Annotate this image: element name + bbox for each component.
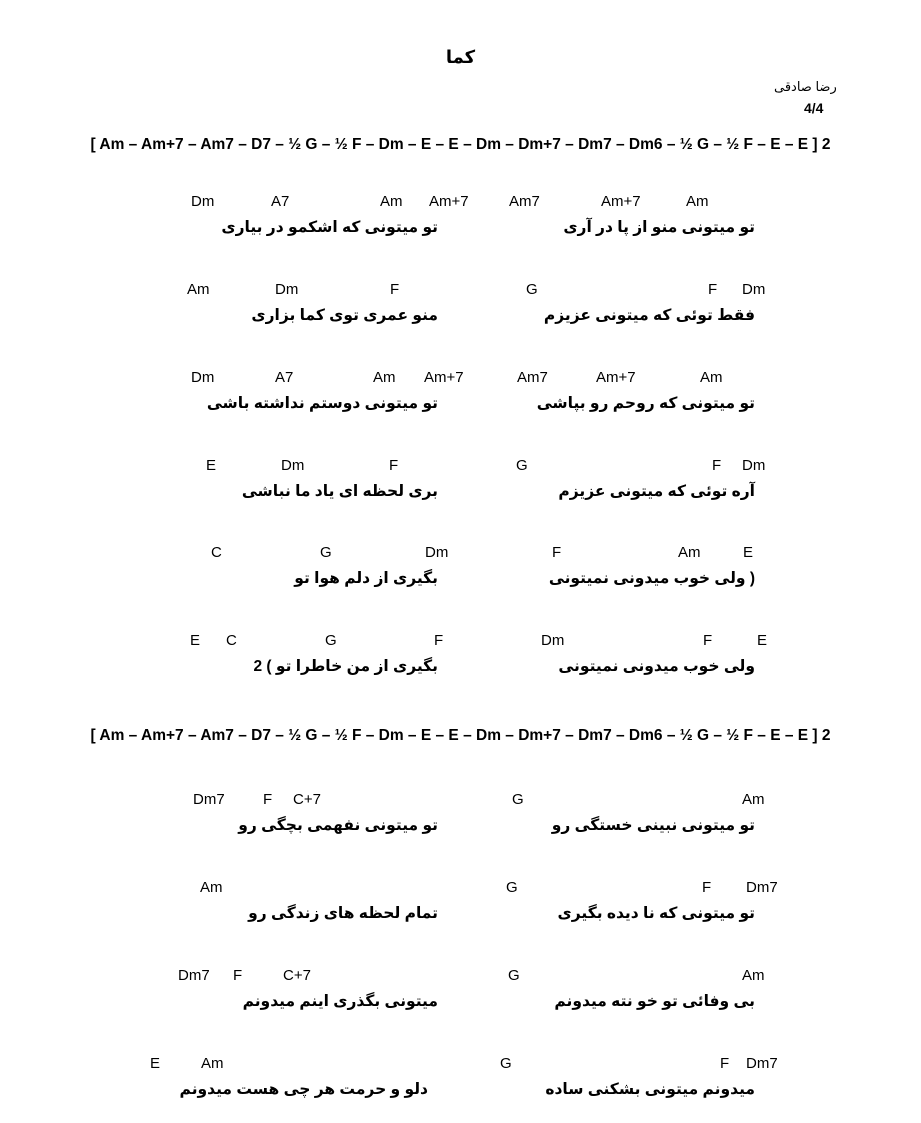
chord-label: Dm xyxy=(541,632,565,649)
chord-label: E xyxy=(190,632,201,649)
chord-label: Dm7 xyxy=(193,791,225,808)
chord-label: E xyxy=(150,1055,161,1072)
author-name: رضا صادقی xyxy=(774,79,837,94)
chord-label: Am xyxy=(678,544,701,561)
chord-label: F xyxy=(703,632,713,649)
chord-label: G xyxy=(325,632,337,649)
lyric-line-right: تو میتونی منو از پا در آری xyxy=(563,219,755,236)
chord-label: C+7 xyxy=(293,791,321,808)
chord-label: F xyxy=(708,281,718,298)
chord-label: A7 xyxy=(275,369,294,386)
chord-label: Am7 xyxy=(509,193,540,210)
chord-label: C xyxy=(226,632,237,649)
chord-label: Dm xyxy=(281,457,305,474)
chord-label: Am xyxy=(380,193,403,210)
lyric-line-right: تو میتونی نبینی خستگی رو xyxy=(551,817,755,834)
chord-label: Dm7 xyxy=(746,879,778,896)
time-signature: 4/4 xyxy=(804,100,824,116)
chord-label: Dm7 xyxy=(178,967,210,984)
chord-label: G xyxy=(526,281,538,298)
lyric-line-left: تو میتونی دوستم نداشته باشی xyxy=(206,395,438,412)
chord-label: E xyxy=(206,457,217,474)
chord-label: G xyxy=(516,457,528,474)
chord-label: C+7 xyxy=(283,967,311,984)
lyric-line-right: تو میتونی که نا دیده بگیری xyxy=(557,905,755,922)
lyric-line-left: تو میتونی که اشکمو در بیاری xyxy=(221,219,438,236)
chord-label: F xyxy=(712,457,722,474)
chord-label: Am xyxy=(200,879,223,896)
chord-label: E xyxy=(757,632,768,649)
lyric-line-left: دلو و حرمت هر چی هست میدونم xyxy=(179,1081,428,1098)
lyric-line-left: منو عمری توی کما بزاری xyxy=(251,307,438,324)
chord-label: F xyxy=(702,879,712,896)
chord-progression: [ Am – Am+7 – Am7 – D7 – ½ G – ½ F – Dm – E – E – Dm – Dm+7 – Dm7 – Dm6 – ½ G – ½ F – E – E ] 2 xyxy=(90,727,831,744)
chord-label: G xyxy=(500,1055,512,1072)
chord-label: Dm xyxy=(742,281,766,298)
chord-label: Am+7 xyxy=(596,369,636,386)
chord-label: G xyxy=(506,879,518,896)
chord-label: Am7 xyxy=(517,369,548,386)
chord-label: Am xyxy=(742,967,765,984)
lyric-line-right: ( ولی خوب میدونی نمیتونی xyxy=(548,570,755,587)
chord-label: C xyxy=(211,544,222,561)
chord-label: Am+7 xyxy=(429,193,469,210)
lyric-line-right: آره توئی که میتونی عزیزم xyxy=(558,483,755,500)
chord-label: F xyxy=(552,544,562,561)
chord-label: F xyxy=(263,791,273,808)
chord-label: E xyxy=(743,544,754,561)
chord-label: F xyxy=(434,632,444,649)
chord-label: F xyxy=(233,967,243,984)
chord-label: Am xyxy=(742,791,765,808)
chord-label: F xyxy=(720,1055,730,1072)
chord-label: G xyxy=(320,544,332,561)
lyric-line-right: تو میتونی که روحم رو بپاشی xyxy=(536,395,755,412)
chord-label: F xyxy=(389,457,399,474)
chord-label: Am xyxy=(373,369,396,386)
chord-label: F xyxy=(390,281,400,298)
chord-label: Dm xyxy=(191,193,215,210)
chord-label: Am xyxy=(201,1055,224,1072)
chord-label: Am xyxy=(700,369,723,386)
chord-label: Dm xyxy=(275,281,299,298)
lyric-line-left: تمام لحظه های زندگی رو xyxy=(248,905,438,922)
chord-label: Dm xyxy=(425,544,449,561)
lyric-line-right: میدونم میتونی بشکنی ساده xyxy=(545,1081,755,1098)
chord-label: G xyxy=(508,967,520,984)
lyric-line-left: بری لحظه ای یاد ما نباشی xyxy=(241,483,438,500)
lyric-line-left: میتونی بگذری اینم میدونم xyxy=(242,993,438,1010)
chord-label: A7 xyxy=(271,193,290,210)
lyric-line-right: فقط توئی که میتونی عزیزم xyxy=(543,307,755,324)
chord-label: Dm xyxy=(742,457,766,474)
chord-label: G xyxy=(512,791,524,808)
lyric-line-right: ولی خوب میدونی نمیتونی xyxy=(558,658,755,675)
chord-label: Am+7 xyxy=(424,369,464,386)
lyric-line-left: بگیری از من خاطرا تو ) 2 xyxy=(253,658,438,675)
chord-label: Am xyxy=(686,193,709,210)
lyric-line-left: بگیری از دلم هوا تو xyxy=(294,570,438,587)
lyric-line-right: بی وفائی تو خو نته میدونم xyxy=(554,993,755,1010)
lyric-line-left: تو میتونی نفهمی بچگی رو xyxy=(238,817,438,834)
chord-progression: [ Am – Am+7 – Am7 – D7 – ½ G – ½ F – Dm – E – E – Dm – Dm+7 – Dm7 – Dm6 – ½ G – ½ F – E – E ] 2 xyxy=(90,136,831,153)
chord-label: Am+7 xyxy=(601,193,641,210)
song-title: کما xyxy=(445,47,476,67)
chord-label: Dm7 xyxy=(746,1055,778,1072)
chord-label: Dm xyxy=(191,369,215,386)
chord-label: Am xyxy=(187,281,210,298)
